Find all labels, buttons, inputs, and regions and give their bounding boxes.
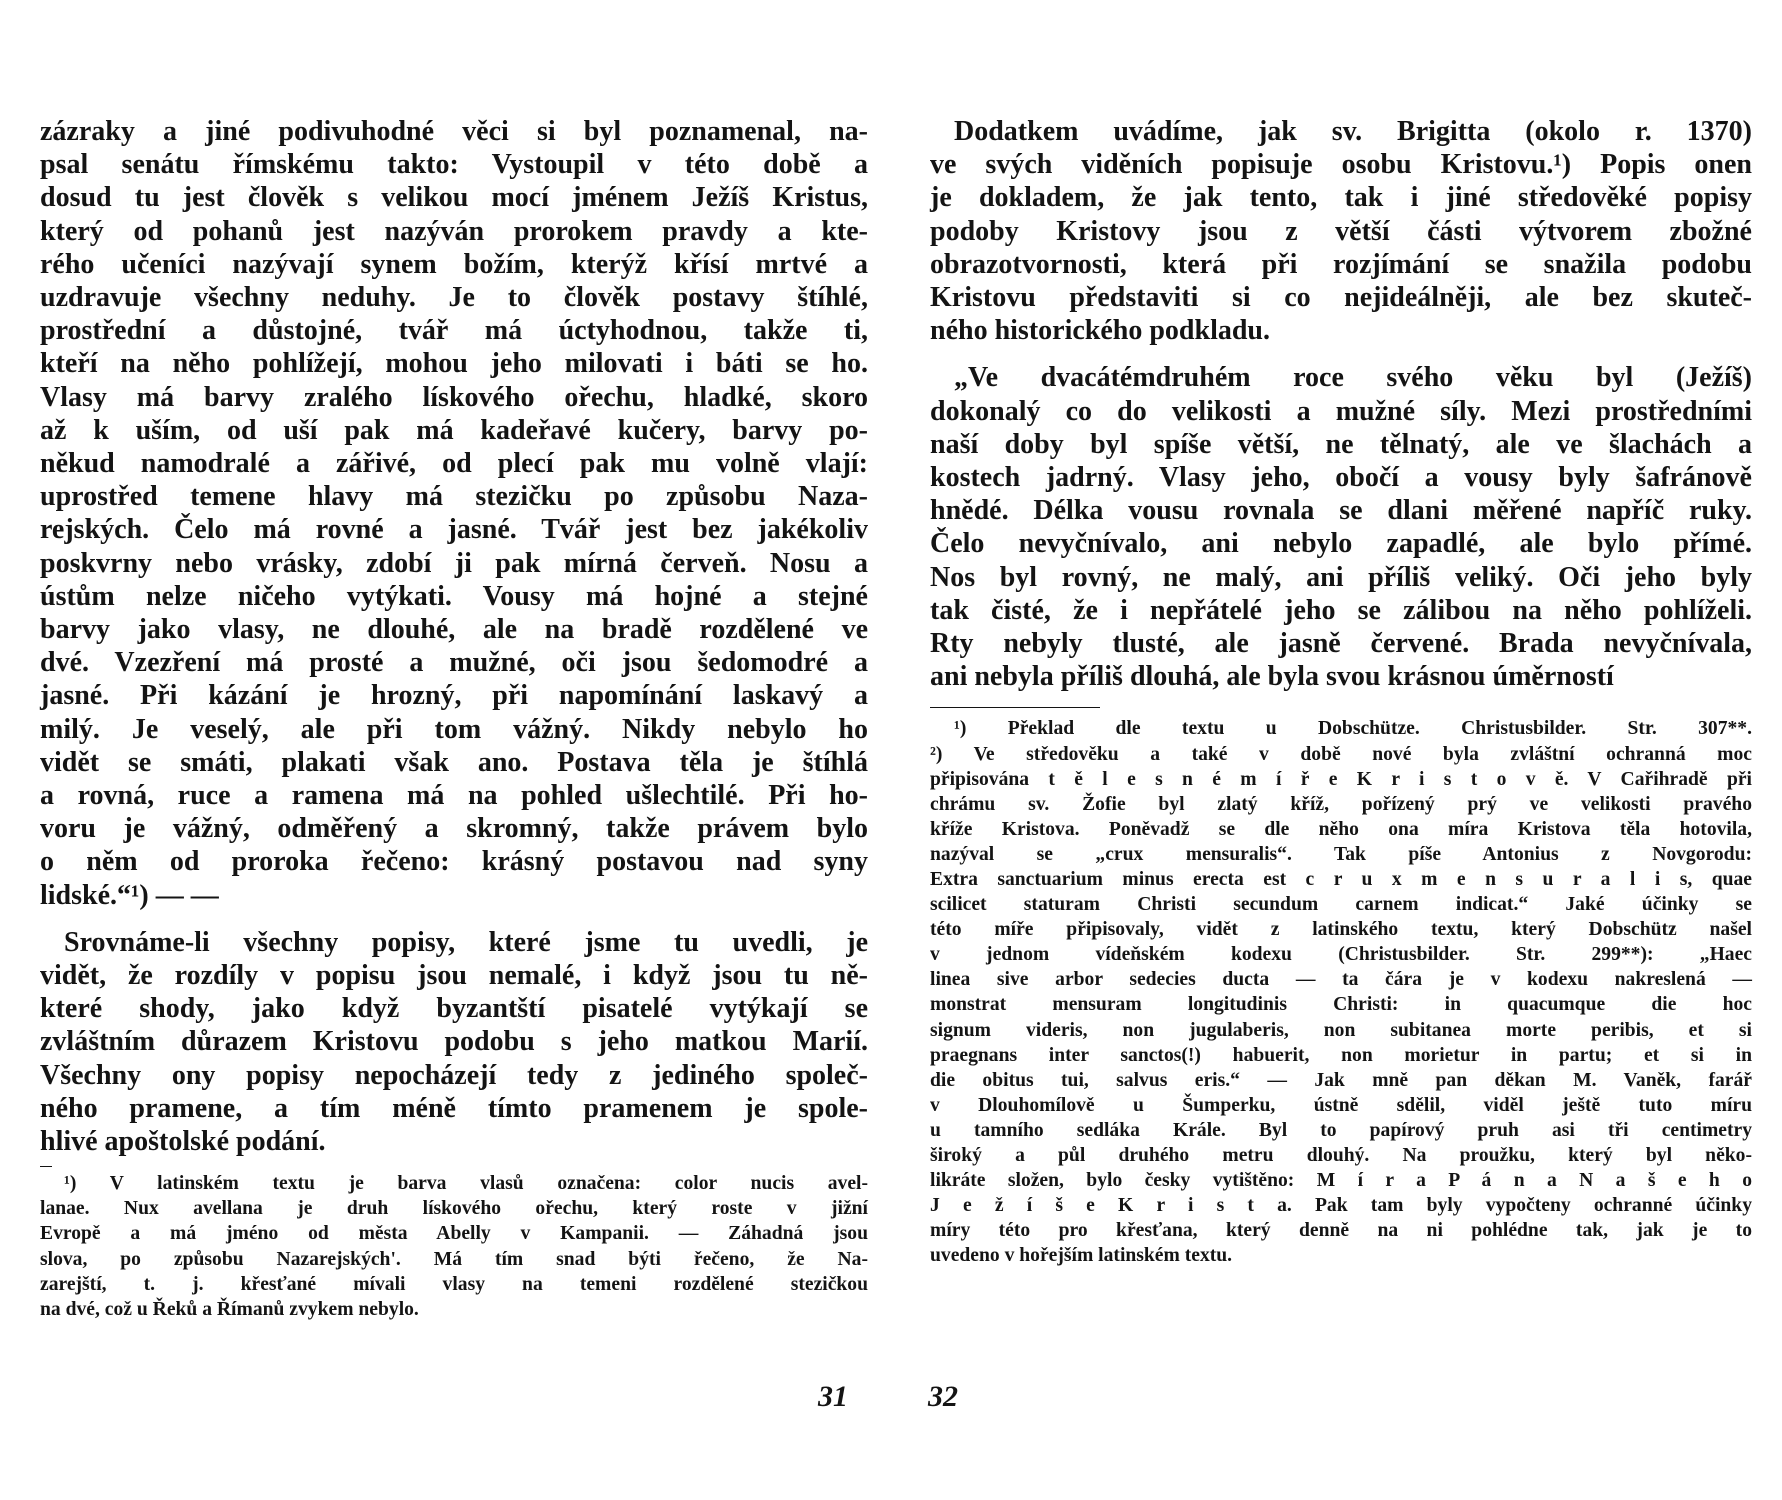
- text-line: lidské.“¹) — —: [40, 879, 219, 911]
- page-number-right: 32: [928, 1380, 958, 1413]
- text-line: dosud tu jest člověk s velikou mocí jménem Ježíš Kristus,: [40, 182, 868, 214]
- text-line: Vlasy má barvy zralého lískového ořechu, hladké, skoro: [40, 381, 868, 413]
- footnote-line: ¹) V latinském textu je barva vlasů označena: color nucis avel-: [64, 1173, 868, 1195]
- footnote-line: scilicet staturam Christi secundum carnem indicat.“ Jaké účinky se: [930, 894, 1752, 916]
- footnote-line: lanae. Nux avellana je druh lískového ořechu, který roste v jižní: [40, 1198, 868, 1220]
- text-line: ústům nelze ničeho vytýkati. Vousy má hojné a stejné: [40, 580, 868, 612]
- footnote-line: chrámu sv. Žofie byl zlatý kříž, pořízený prý ve velikosti pravého: [930, 793, 1752, 815]
- left-body-paragraph-2: [40, 926, 868, 1158]
- text-line: kostech jadrný. Vlasy jeho, obočí a vousy byly šafránově: [930, 462, 1752, 494]
- text-line: „Ve dvacátémdruhém roce svého věku byl (Ježíš): [954, 362, 1752, 394]
- footnote-line: této míře připisovaly, vidět z latinského textu, který Dobschütz našel: [930, 919, 1752, 941]
- text-line: který od pohanů jest nazýván prorokem pravdy a kte-: [40, 215, 868, 247]
- footnote-line: široký a půl druhého metru dlouhý. Na proužku, který byl něko-: [930, 1145, 1752, 1167]
- left-page: [40, 115, 868, 1322]
- text-line: Kristovu představiti si co nejideálněji, ale bez skuteč-: [930, 282, 1752, 314]
- text-line: dvé. Vzezření má prosté a mužné, oči jsou šedomodré a: [40, 647, 868, 679]
- footnote-line: slova, po způsobu Nazarejských'. Má tím snad býti řečeno, že Na-: [40, 1248, 868, 1270]
- text-line: a rovná, ruce a ramena má na pohled ušlechtilé. Při ho-: [40, 780, 868, 812]
- text-line: Všechny ony popisy nepocházejí tedy z jediného společ-: [40, 1059, 868, 1091]
- text-line: podoby Kristovy jsou z větší části výtvorem zbožné: [930, 215, 1752, 247]
- text-line: Dodatkem uvádíme, jak sv. Brigitta (okolo r. 1370): [954, 116, 1752, 147]
- text-line: ného historického podkladu.: [930, 315, 1270, 347]
- text-line: hnědé. Délka vousu rovnala se dlani měřené napříč ruky.: [930, 495, 1752, 527]
- text-line: rého učeníci nazývají synem božím, kterýž křísí mrtvé a: [40, 248, 868, 280]
- text-line: voru je vážný, odměřený a skromný, takže právem bylo: [40, 813, 868, 845]
- text-line: až k uším, od uší pak má kadeřavé kučery, barvy po-: [40, 414, 868, 446]
- footnote-line: nazýval se „crux mensuralis“. Tak píše Antonius z Novgorodu:: [930, 843, 1752, 865]
- right-body-paragraph-2: [930, 361, 1752, 693]
- text-line: dokonalý co do velikosti a mužné síly. Mezi prostředními: [930, 395, 1752, 427]
- footnote-line: likráte složen, bylo česky vytištěno: M í r a P á n a N a š e h o: [930, 1170, 1752, 1192]
- footnote-line: uvedeno v hořejším latinském textu.: [930, 1245, 1233, 1267]
- footnote-line: ²) Ve středověku a také v době nové byla zvláštní ochranná moc: [930, 743, 1752, 765]
- text-line: naší doby byl spíše větší, ne tělnatý, ale ve šlachách a: [930, 428, 1752, 460]
- text-line: zázraky a jiné podivuhodné věci si byl poznamenal, na-: [40, 116, 868, 147]
- text-line: ani nebyla příliš dlouhá, ale byla svou krásnou úměrností: [930, 661, 1614, 693]
- text-line: o něm od proroka řečeno: krásný postavou nad syny: [40, 846, 868, 878]
- text-line: rejských. Čelo má rovné a jasné. Tvář jest bez jakékoliv: [40, 514, 868, 546]
- text-line: kteří na něho pohlížejí, mohou jeho milovati i báti se ho.: [40, 348, 868, 380]
- footnote-line: praegnans inter sanctos(!) habuerit, non morietur in partu; et si in: [930, 1044, 1752, 1066]
- text-line: milý. Je veselý, ale při tom vážný. Nikdy nebylo ho: [40, 713, 868, 745]
- text-line: Čelo nevyčnívalo, ani nebylo zapadlé, ale bylo přímé.: [930, 528, 1752, 560]
- left-body-paragraph-1: [40, 115, 868, 912]
- text-line: Nos byl rovný, ne malý, ani příliš veliký. Oči jeho byly: [930, 561, 1752, 593]
- text-line: ve svých viděních popisuje osobu Kristovu.¹) Popis onen: [930, 149, 1752, 181]
- footnote-line: na dvé, což u Řeků a Římanů zvykem nebylo.: [40, 1298, 419, 1320]
- text-line: které shody, jako když byzantští pisatelé vytýkají se: [40, 993, 868, 1025]
- text-line: uprostřed temene hlavy má stezičku po způsobu Naza-: [40, 481, 868, 513]
- text-line: jasné. Při kázání je hrozný, při napomínání laskavý a: [40, 680, 868, 712]
- footnote-rule: [40, 1166, 52, 1167]
- right-page: [930, 115, 1752, 1269]
- text-line: Rty nebyly tlusté, ale jasně červené. Brada nevyčnívala,: [930, 628, 1752, 660]
- text-line: je dokladem, že jak tento, tak i jiné středověké popisy: [930, 182, 1752, 214]
- text-line: Srovnáme-li všechny popisy, které jsme tu uvedli, je: [64, 926, 868, 958]
- footnote-line: linea sive arbor sedecies ducta — ta čára je v kodexu nakreslená —: [930, 969, 1752, 991]
- text-line: poskvrny nebo vrásky, zdobí ji pak mírná červeň. Nosu a: [40, 547, 868, 579]
- text-line: hlivé apoštolské podání.: [40, 1126, 326, 1158]
- footnote-line: v Dlouhomílově u Šumperku, ústně sdělil, viděl ještě tuto míru: [930, 1094, 1752, 1116]
- text-line: tak čisté, že i nepřátelé jeho se zálibou na něho pohlíželi.: [930, 594, 1752, 626]
- footnote-line: Evropě a má jméno od města Abelly v Kampanii. — Záhadná jsou: [40, 1223, 868, 1245]
- footnote-line: u tamního sedláka Krále. Byl to papírový pruh asi tři centimetry: [930, 1119, 1752, 1141]
- footnote-line: kříže Kristova. Poněvadž se dle něho ona míra Kristova těla hotovila,: [930, 818, 1752, 840]
- text-line: ného pramene, a tím méně tímto pramenem je spole-: [40, 1092, 868, 1124]
- text-line: prostřední a důstojné, tvář má úctyhodnou, takže ti,: [40, 315, 868, 347]
- text-line: vidět, že rozdíly v popisu jsou nemalé, i když jsou tu ně-: [40, 960, 868, 992]
- footnote-line: ¹) Překlad dle textu u Dobschütze. Christusbilder. Str. 307**.: [954, 718, 1752, 740]
- right-body-paragraph-1: [930, 115, 1752, 347]
- text-line: vidět se smáti, plakati však ano. Postava těla je štíhlá: [40, 746, 868, 778]
- right-footnotes: [930, 716, 1752, 1268]
- footnote-line: J e ž í š e K r i s t a. Pak tam byly vypočteny ochranné účinky: [930, 1195, 1752, 1217]
- page-number-left: 31: [818, 1380, 848, 1413]
- footnote-line: monstrat mensuram longitudinis Christi: in quacumque die hoc: [930, 994, 1752, 1016]
- footnote-line: Extra sanctuarium minus erecta est c r u x m e n s u r a l i s, quae: [930, 869, 1752, 891]
- text-line: někud namodralé a zářivé, od plecí pak mu volně vlají:: [40, 448, 868, 480]
- text-line: barvy jako vlasy, ne dlouhé, ale na bradě rozdělené ve: [40, 614, 868, 646]
- footnote-line: míry této pro křesťana, který denně na ni pohlédne tak, jak je to: [930, 1220, 1752, 1242]
- footnote-rule: [930, 707, 1100, 708]
- footnote-line: signum videris, non jugulaberis, non subitanea morte peribis, et si: [930, 1019, 1752, 1041]
- footnote-line: die obitus tui, salvus eris.“ — Jak mně pan děkan M. Vaněk, farář: [930, 1069, 1752, 1091]
- text-line: psal senátu římskému takto: Vystoupil v této době a: [40, 149, 868, 181]
- text-line: uzdravuje všechny neduhy. Je to člověk postavy štíhlé,: [40, 282, 868, 314]
- footnote-line: v jednom vídeňském kodexu (Christusbilder. Str. 299**): „Haec: [930, 944, 1752, 966]
- footnote-line: zarejští, t. j. křesťané mívali vlasy na temeni rozdělené stezičkou: [40, 1273, 868, 1295]
- left-footnotes: [40, 1171, 868, 1322]
- text-line: obrazotvornosti, která při rozjímání se snažila podobu: [930, 248, 1752, 280]
- text-line: zvláštním důrazem Kristovu podobu s jeho matkou Marií.: [40, 1026, 868, 1058]
- footnote-line: připisována t ě l e s n é m í ř e K r i s t o v ě. V Cařihradě při: [930, 768, 1752, 790]
